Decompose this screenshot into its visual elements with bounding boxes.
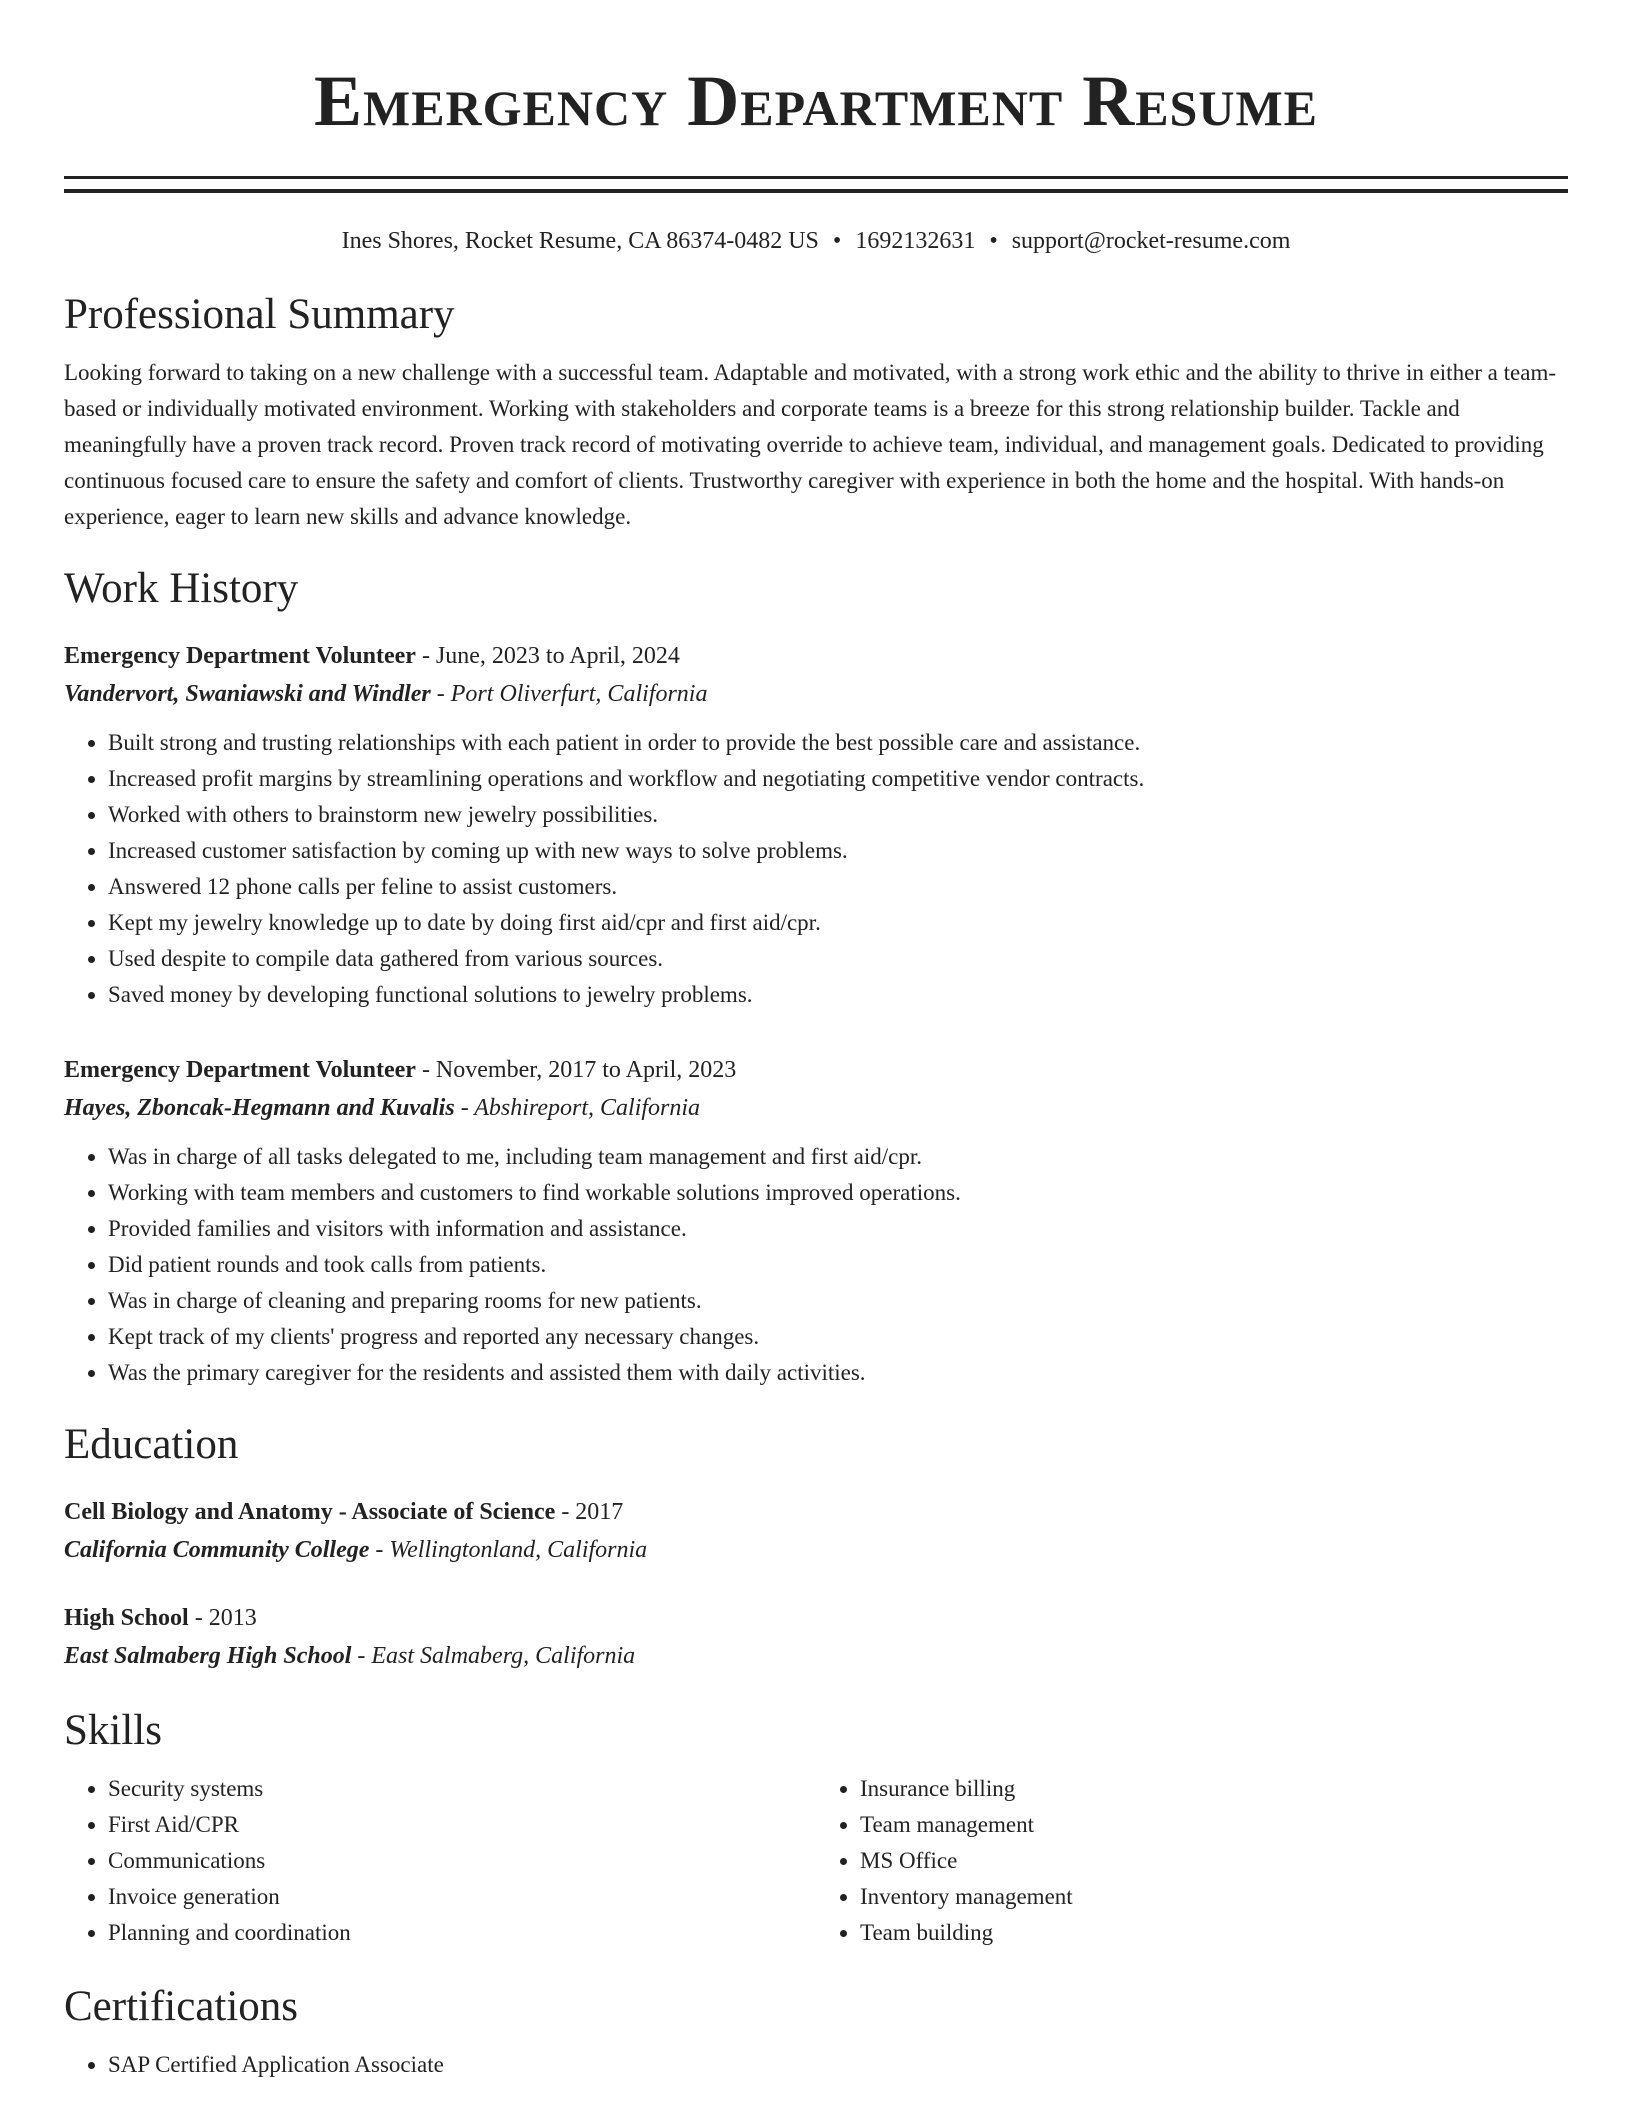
title-divider [64, 176, 1568, 193]
skills-grid [64, 1771, 1568, 1951]
page-title: Emergency Department Resume [313, 61, 1319, 141]
summary-text: Looking forward to taking on a new challenge with a successful team. Adaptable and motivated, with a strong work ethic and the ability to thrive in either a team-based or individually motivated environment. Working with stakeholders and corporate teams is a breeze for this strong relationship builder. Tackle and meaningfully have a proven track record. Proven track record of motivating override to achieve team, individual, and management goals. Dedicated to providing continuous focused care to ensure the safety and comfort of clients. Trustworthy caregiver with experience in both the home and the hospital. With hands-on experience, eager to learn new skills and advance knowledge. [64, 360, 1557, 529]
certifications-heading: Certifications [64, 1983, 299, 2030]
school-name: California Community College [64, 1537, 370, 1563]
job-dates: - November, 2017 to April, 2023 [415, 1057, 737, 1083]
skill-item: • Team building [860, 1915, 1568, 1951]
education-entry [64, 1493, 1568, 1569]
job-bullet: • Was in charge of cleaning and preparing rooms for new patients. [108, 1283, 1568, 1319]
contact-email: support@rocket-resume.com [1011, 228, 1291, 254]
job-dates: - June, 2023 to April, 2024 [415, 643, 680, 669]
contact-separator: • [989, 228, 998, 254]
skills-heading: Skills [64, 1707, 162, 1754]
school-name: East Salmaberg High School [64, 1643, 352, 1669]
job-bullet: • Used despite to compile data gathered from various sources. [108, 941, 1568, 977]
contact-address: Ines Shores, Rocket Resume, CA 86374-0482 US [341, 228, 819, 254]
job-bullet: • Built strong and trusting relationships with each patient in order to provide the best possible care and assistance. [108, 725, 1568, 761]
degree: High School [64, 1605, 189, 1631]
job-title-line [64, 637, 1568, 675]
education-entry [64, 1599, 1568, 1675]
degree-line [64, 1493, 1568, 1531]
job-company: Vandervort, Swaniawski and Windler [64, 681, 431, 707]
skill-item: • Team management [860, 1807, 1568, 1843]
skills-column-left [64, 1771, 816, 1951]
degree-year: - 2013 [188, 1605, 257, 1631]
skill-item: • First Aid/CPR [108, 1807, 816, 1843]
school-line [64, 1531, 1568, 1569]
contact-phone: 1692132631 [855, 228, 976, 254]
skill-item: • Security systems [108, 1771, 816, 1807]
job-bullet: • Did patient rounds and took calls from patients. [108, 1247, 1568, 1283]
job-bullet: • Answered 12 phone calls per feline to assist customers. [108, 869, 1568, 905]
skill-item: • MS Office [860, 1843, 1568, 1879]
skill-item: • Planning and coordination [108, 1915, 816, 1951]
job-bullet: • Provided families and visitors with information and assistance. [108, 1211, 1568, 1247]
skill-item: • Invoice generation [108, 1879, 816, 1915]
job-entry [64, 637, 1568, 1013]
job-bullet: • Was in charge of all tasks delegated to me, including team management and first aid/cpr. [108, 1139, 1568, 1175]
work-history-heading: Work History [64, 565, 299, 612]
job-title-line [64, 1051, 1568, 1089]
job-bullet: • Increased customer satisfaction by coming up with new ways to solve problems. [108, 833, 1568, 869]
job-title: Emergency Department Volunteer [64, 643, 416, 669]
job-company-line [64, 675, 1568, 713]
job-bullet: • Kept track of my clients' progress and reported any necessary changes. [108, 1319, 1568, 1355]
job-company-line [64, 1089, 1568, 1127]
school-location: - East Salmaberg, California [351, 1643, 636, 1669]
job-title: Emergency Department Volunteer [64, 1057, 416, 1083]
education-heading: Education [64, 1421, 239, 1468]
job-location: - Port Oliverfurt, California [430, 681, 708, 707]
degree: Cell Biology and Anatomy - Associate of Science [64, 1499, 556, 1525]
skill-item: • Insurance billing [860, 1771, 1568, 1807]
contact-separator: • [832, 228, 842, 254]
degree-line [64, 1599, 1568, 1637]
job-bullets [64, 1139, 1568, 1391]
certification-item: • SAP Certified Application Associate [108, 2047, 1568, 2083]
school-location: - Wellingtonland, California [369, 1537, 648, 1563]
job-bullet: • Increased profit margins by streamlining operations and workflow and negotiating competitive vendor contracts. [108, 761, 1568, 797]
job-bullet: • Worked with others to brainstorm new jewelry possibilities. [108, 797, 1568, 833]
job-location: - Abshireport, California [454, 1095, 701, 1121]
job-bullets [64, 725, 1568, 1013]
school-line [64, 1637, 1568, 1675]
contact-line [64, 225, 1568, 257]
degree-year: - 2017 [555, 1499, 624, 1525]
job-bullet: • Saved money by developing functional solutions to jewelry problems. [108, 977, 1568, 1013]
job-bullet: • Working with team members and customers to find workable solutions improved operations. [108, 1175, 1568, 1211]
job-bullet: • Kept my jewelry knowledge up to date by doing first aid/cpr and first aid/cpr. [108, 905, 1568, 941]
certifications-list [64, 2047, 1568, 2083]
skill-item: • Inventory management [860, 1879, 1568, 1915]
job-bullet: • Was the primary caregiver for the residents and assisted them with daily activities. [108, 1355, 1568, 1391]
summary-heading: Professional Summary [64, 291, 455, 338]
job-company: Hayes, Zboncak-Hegmann and Kuvalis [64, 1095, 455, 1121]
job-entry [64, 1051, 1568, 1391]
skill-item: • Communications [108, 1843, 816, 1879]
skills-column-right [816, 1771, 1568, 1951]
